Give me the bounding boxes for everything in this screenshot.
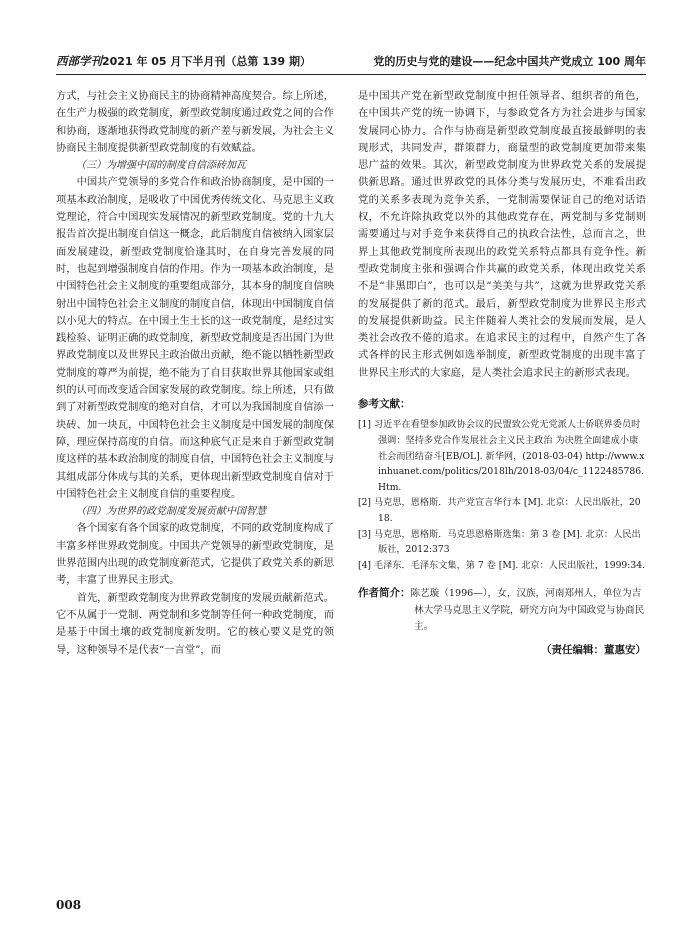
paragraph: 各个国家有各个国家的政党制度，不同的政党制度构成了丰富多样世界政党制度。中国共产党领导的新型政党制度，是世界范围内出现的政党制度新范式，它提供了政党关系的新思考，丰富了世界民主形式。 xyxy=(56,522,335,587)
subsection-heading-4: （四）为世界的政党制度发展贡献中国智慧 xyxy=(76,506,266,518)
reference-item: [2] 马克思，恩格斯．共产党宣言华行本 [M]. 北京：人民出版社，2018. xyxy=(358,497,641,524)
issue-info: 2021 年 05 月下半月刊（总第 139 期） xyxy=(102,55,312,68)
right-column xyxy=(358,88,646,659)
journal-logo: 西部学刊 xyxy=(56,54,102,68)
header-rule xyxy=(56,74,646,75)
page-number: 008 xyxy=(56,898,82,912)
paragraph: 方式，与社会主义协商民主的协商精神高度契合。综上所述，在生产力极强的政党制度，新型政党制度通过政党之间的合作和协商，逐渐地获得政党制度的新产差与新发展，为社会主义协商民主制度提供新型政党制度的有效赋益。 xyxy=(56,90,335,154)
reference-item: [4] 毛泽东．毛泽东文集，第 7 卷 [M]. 北京：人民出版社，1999:34. xyxy=(358,559,645,571)
paragraph: 中国共产党领导的多党合作和政治协商制度，是中国的一项基本政治制度，是吸收了中国优秀传统文化、马克思主义政党理论，符合中国现实发展情况的新型政党制度。党的十九大报告首次提出制度自信这一概念，此后制度自信被纳入国家层面发展建设，新型政党制度恰逢其时，在自身完善发展的同时，也起到增强制度自信的作用。作为一项基本政治制度，是中国特色社会主义制度的重要组成部分，其本身的制度自信映射出中国特色社会主义制度的制度自信，体现出中国制度自信以小见大的特点。在中国土生土长的这一政党制度，是经过实践检验、证明正确的政党制度，新型政党制度是否出国门为世界政党制度以及世界民主政治做出贡献，绝不能以牺牲新型政党制度的尊严为前提，绝不能为了自目获取世界其他国家或组织的认可而改变适合国家发展的政党制度。综上所述，只有做到了对新型政党制度的绝对自信，才可以为我国制度自信添一块砖、加一块瓦，中国特色社会主义制度是中国发展的制度保障，理应保持高度的自信。而这种底气正是来自于新型政党制度这样的基本政治制度的制度自信，中国特色社会主义制度与其组成部分体成与其的关系，更体现出新型政党制度自信对于中国特色社会主义制度自信的重要程度。 xyxy=(56,176,335,500)
references-title: 参考文献： xyxy=(358,398,411,411)
reference-item: [1] 习近平在看望参加政协会议的民盟致公党无党派人士侨联界委员时强调：坚持多党合作发展社会主义民主政治 为决胜全面建成小康社会而团结奋斗[EB/OL]. 新华网，(2018-03-04) http://www.xinhuanet.com/politics/2018lh/2018-03/04/c_1122485786.Htm. xyxy=(358,419,645,493)
running-header xyxy=(56,50,646,72)
reference-item: [3] 马克思，恩格斯．马克思恩格斯选集：第 3 卷 [M]. 北京：人民出版社，2012:373 xyxy=(358,528,641,556)
references-list xyxy=(358,417,646,573)
header-journal-info xyxy=(56,53,311,69)
section-title: 党的历史与党的建设——纪念中国共产党成立 100 周年 xyxy=(373,55,646,68)
subsection-heading-3: （三）为增强中国的制度自信添砖加瓦 xyxy=(76,160,246,172)
author-text: 陈艺璇（1996—），女，汉族，河南郑州人，单位为吉林大学马克思主义学院，研究方向为中国政党与协商民主。 xyxy=(410,588,645,633)
paragraph: 首先，新型政党制度为世界政党制度的发展贡献新范式。它不从属于一党制、两党制和多党制等任何一种政党制度，而是基于中国土壤的政党制度新发明。它的核心要义是党的领导，这种领导不是代表“一言堂”，而 xyxy=(56,591,335,656)
paragraph: 是中国共产党在新型政党制度中担任领导者、组织者的角色，在中国共产党的统一协调下，与参政党各方为社会进步与国家发展同心协力。合作与协商是新型政党制度最直接最鲜明的表现形式，共同发声，群策群力，商量型的政党制度更加带来集思广益的效果。其次，新型政党制度为世界政党关系的发展提供新思路。通过世界政党的具体分类与发展历史，不难看出政党的关系多表现为竞争关系，一党制需要保证自己的绝对话语权，不允许除执政党以外的其他政党存在，两党制与多党制则需要通过与对手竞争来获得自己的执政合法性，总而言之，世界上其他政党制度所表现出的政党关系特点都具有竞争性。新型政党制度主张和强调合作共赢的政党关系，体现出政党关系不是“非黑即白”，也可以是“美美与共”，这就为世界政党关系的发展提供了新的范式。最后，新型政党制度为世界民主形式的发展提供新助益。民主伴随着人类社会的发展而发展，是人类社会改孜不倦的追求。在追求民主的过程中，自然产生了各式各样的民主形式例如选举制度，新型政党制度的出现丰富了世界民主形式的大家庭，是人类社会追求民主的新形式表现。 xyxy=(358,90,646,379)
author-bio xyxy=(358,585,646,636)
left-column xyxy=(56,88,334,659)
responsible-editor: （责任编辑：董惠安） xyxy=(541,643,646,656)
author-label: 作者简介： xyxy=(358,587,411,600)
